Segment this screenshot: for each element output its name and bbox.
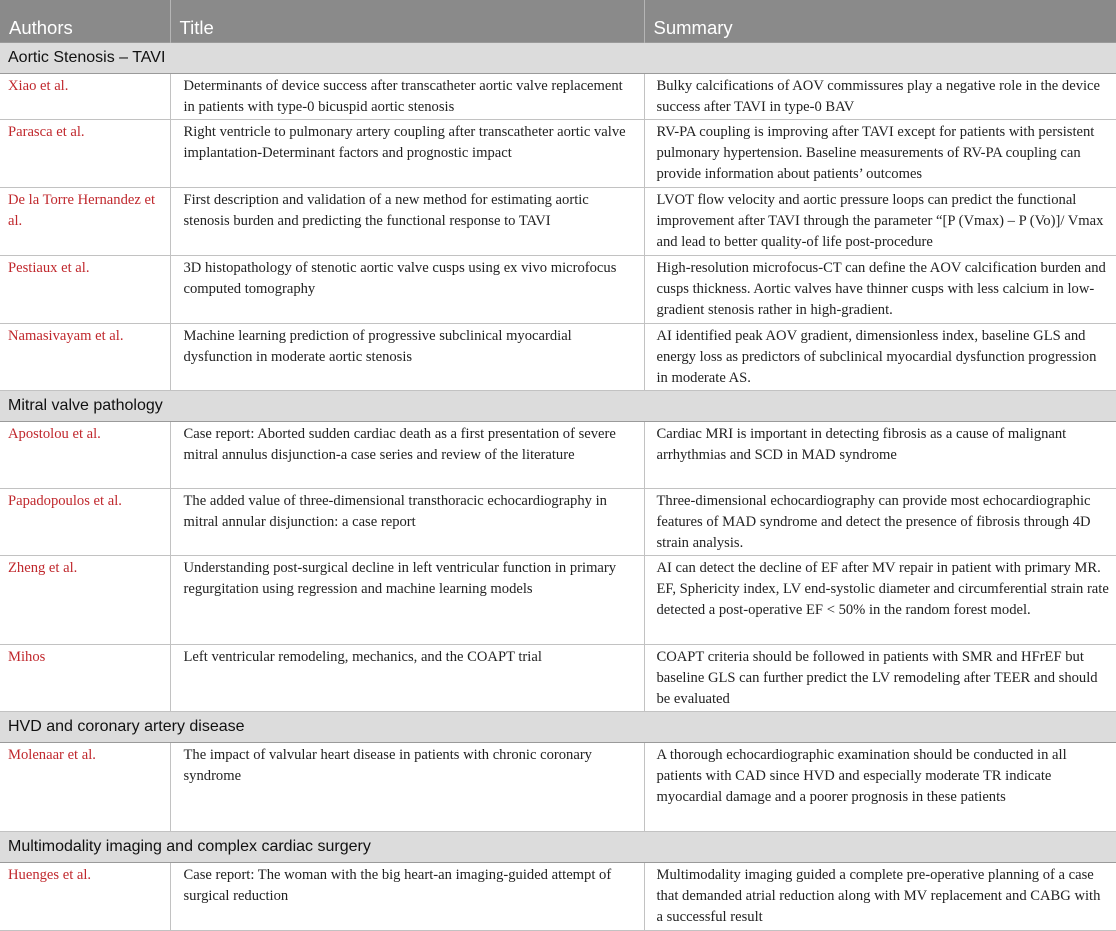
authors-cell: Parasca et al. <box>0 119 170 187</box>
authors-cell: Zheng et al. <box>0 555 170 644</box>
title-cell: Right ventricle to pulmonary artery coupling after transcatheter aortic valve implantation-Determinant factors and prognostic impact <box>170 119 644 187</box>
section-row <box>0 390 1116 421</box>
summary-cell: RV-PA coupling is improving after TAVI except for patients with persistent pulmonary hypertension. Baseline measurements of RV-PA coupling can provide information about patients’ outcomes <box>644 119 1116 187</box>
section-heading <box>0 42 1116 73</box>
summary-cell: A thorough echocardiographic examination should be conducted in all patients with CAD since HVD and especially moderate TR indicate myocardial damage and a poorer prognosis in these patients <box>644 742 1116 831</box>
table-header <box>0 0 1116 42</box>
section-label: Mitral valve pathology <box>8 396 163 414</box>
title-cell: Machine learning prediction of progressive subclinical myocardial dysfunction in moderate aortic stenosis <box>170 323 644 390</box>
section-row <box>0 42 1116 73</box>
summary-cell: Cardiac MRI is important in detecting fibrosis as a cause of malignant arrhythmias and SCD in MAD syndrome <box>644 421 1116 488</box>
section-heading <box>0 831 1116 862</box>
summary-cell: AI identified peak AOV gradient, dimensionless index, baseline GLS and energy loss as predictors of subclinical myocardial dysfunction progression in moderate AS. <box>644 323 1116 390</box>
title-cell: First description and validation of a new method for estimating aortic stenosis burden and predicting the functional response to TAVI <box>170 187 644 255</box>
summary-cell: High-resolution microfocus-CT can define the AOV calcification burden and cusps thickness. Aortic valves have thinner cusps with less calcium in low-gradient stenosis rather in high-gradient. <box>644 255 1116 323</box>
section-row <box>0 831 1116 862</box>
table-row <box>0 555 1116 644</box>
authors-cell: Mihos <box>0 644 170 711</box>
section-label: HVD and coronary artery disease <box>8 717 245 735</box>
header-title: Title <box>170 0 644 42</box>
summary-cell: AI can detect the decline of EF after MV repair in patient with primary MR. EF, Sphericity index, LV end-systolic diameter and circumferential strain rate detected a post-operative EF < 50% in the random forest model. <box>644 555 1116 644</box>
header-summary: Summary <box>644 0 1116 42</box>
section-heading <box>0 390 1116 421</box>
authors-cell: Pestiaux et al. <box>0 255 170 323</box>
authors-cell: Molenaar et al. <box>0 742 170 831</box>
header-row <box>0 0 1116 42</box>
section-heading <box>0 711 1116 742</box>
title-cell: Case report: Aborted sudden cardiac death as a first presentation of severe mitral annulus disjunction-a case series and review of the literature <box>170 421 644 488</box>
table-row <box>0 742 1116 831</box>
authors-cell: Namasivayam et al. <box>0 323 170 390</box>
authors-cell: De la Torre Hernandez et al. <box>0 187 170 255</box>
table-row <box>0 255 1116 323</box>
authors-cell: Apostolou et al. <box>0 421 170 488</box>
title-cell: Determinants of device success after transcatheter aortic valve replacement in patients with type-0 bicuspid aortic stenosis <box>170 73 644 119</box>
title-cell: Case report: The woman with the big heart-an imaging-guided attempt of surgical reduction <box>170 862 644 930</box>
authors-cell: Huenges et al. <box>0 862 170 930</box>
table-row <box>0 119 1116 187</box>
title-cell: Understanding post-surgical decline in left ventricular function in primary regurgitation using regression and machine learning models <box>170 555 644 644</box>
table-row <box>0 488 1116 555</box>
summary-cell: COAPT criteria should be followed in patients with SMR and HFrEF but baseline GLS can further predict the LV remodeling after TEER and should be evaluated <box>644 644 1116 711</box>
summary-cell: LVOT flow velocity and aortic pressure loops can predict the functional improvement after TAVI through the parameter “[P (Vmax) – P (Vo)]/ Vmax and lead to better quality-of life post-procedure <box>644 187 1116 255</box>
table-row <box>0 862 1116 930</box>
table-body <box>0 42 1116 930</box>
summary-cell: Multimodality imaging guided a complete pre-operative planning of a case that demanded atrial reduction along with MV replacement and CABG with a successful result <box>644 862 1116 930</box>
authors-cell: Xiao et al. <box>0 73 170 119</box>
table-row <box>0 323 1116 390</box>
title-cell: The added value of three-dimensional transthoracic echocardiography in mitral annular disjunction: a case report <box>170 488 644 555</box>
section-label: Multimodality imaging and complex cardiac surgery <box>8 837 371 855</box>
title-cell: 3D histopathology of stenotic aortic valve cusps using ex vivo microfocus computed tomography <box>170 255 644 323</box>
table-row <box>0 421 1116 488</box>
authors-cell: Papadopoulos et al. <box>0 488 170 555</box>
title-cell: Left ventricular remodeling, mechanics, and the COAPT trial <box>170 644 644 711</box>
section-label: Aortic Stenosis – TAVI <box>8 48 166 66</box>
summary-cell: Bulky calcifications of AOV commissures play a negative role in the device success after TAVI in type-0 BAV <box>644 73 1116 119</box>
table-row <box>0 644 1116 711</box>
table-row <box>0 187 1116 255</box>
summary-cell: Three-dimensional echocardiography can provide most echocardiographic features of MAD syndrome and detect the presence of fibrosis through 4D strain analysis. <box>644 488 1116 555</box>
section-row <box>0 711 1116 742</box>
table-row <box>0 73 1116 119</box>
title-cell: The impact of valvular heart disease in patients with chronic coronary syndrome <box>170 742 644 831</box>
header-authors: Authors <box>0 0 170 42</box>
